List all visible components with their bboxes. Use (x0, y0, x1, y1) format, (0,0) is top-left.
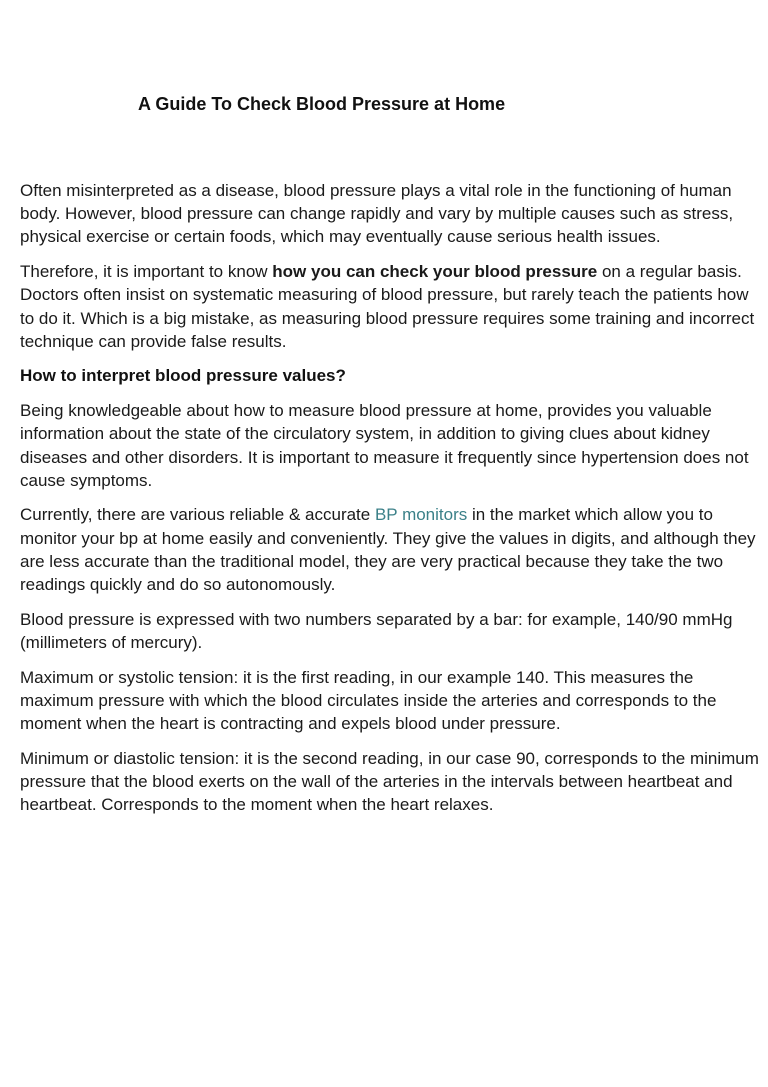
paragraph-monitors-end: in the market which allow you to monitor your bp at home easily and conveniently. They give the values in digits, and although they are less accurate than the traditional model, they are very practical because they take the two readings quickly and do so autonomously. (20, 505, 756, 595)
paragraph-importance-start: Therefore, it is important to know (20, 262, 273, 282)
bp-monitors-link[interactable]: BP monitors (374, 505, 468, 525)
paragraph-systolic: Maximum or systolic tension: it is the first reading, in our example 140. This measures the maximum pressure with which the blood circulates inside the arteries and corresponds to the moment when the heart is contracting and expels blood under pressure. (20, 667, 717, 734)
paragraph-importance (20, 260, 760, 353)
paragraph-intro: Often misinterpreted as a disease, blood pressure plays a vital role in the functioning of human body. However, blood pressure can change rapidly and vary by multiple causes such as stress, physical exercise or certain foods, which may eventually cause serious health issues. (20, 181, 734, 247)
paragraph-monitors (20, 503, 760, 596)
paragraph-diastolic: Minimum or diastolic tension: it is the second reading, in our case 90, corresponds to the minimum pressure that the blood exerts on the wall of the arteries in the intervals between heartbeat and heartbeat. Corresponds to the moment when the heart relaxes. (20, 748, 759, 815)
emphasis-check-blood-pressure: how you can check your blood pressure (272, 262, 598, 282)
paragraph-monitors-start: Currently, there are various reliable & accurate (20, 505, 375, 525)
paragraph-expression: Blood pressure is expressed with two numbers separated by a bar: for example, 140/90 mmHg (millimeters of mercury). (20, 609, 733, 652)
paragraph-importance-end: on a regular basis. Doctors often insist on systematic measuring of blood pressure, but rarely teach the patients how to do it. Which is a big mistake, as measuring blood pressure requires some training and incorrect technique can provide false results. (20, 262, 755, 351)
section-heading: How to interpret blood pressure values? (20, 366, 346, 386)
document-body (20, 179, 760, 828)
paragraph-knowledge: Being knowledgeable about how to measure blood pressure at home, provides you valuable information about the state of the circulatory system, in addition to giving clues about kidney diseases and other disorders. It is important to measure it frequently since hypertension does not cause symptoms. (20, 401, 749, 490)
document-title: A Guide To Check Blood Pressure at Home (138, 94, 506, 114)
